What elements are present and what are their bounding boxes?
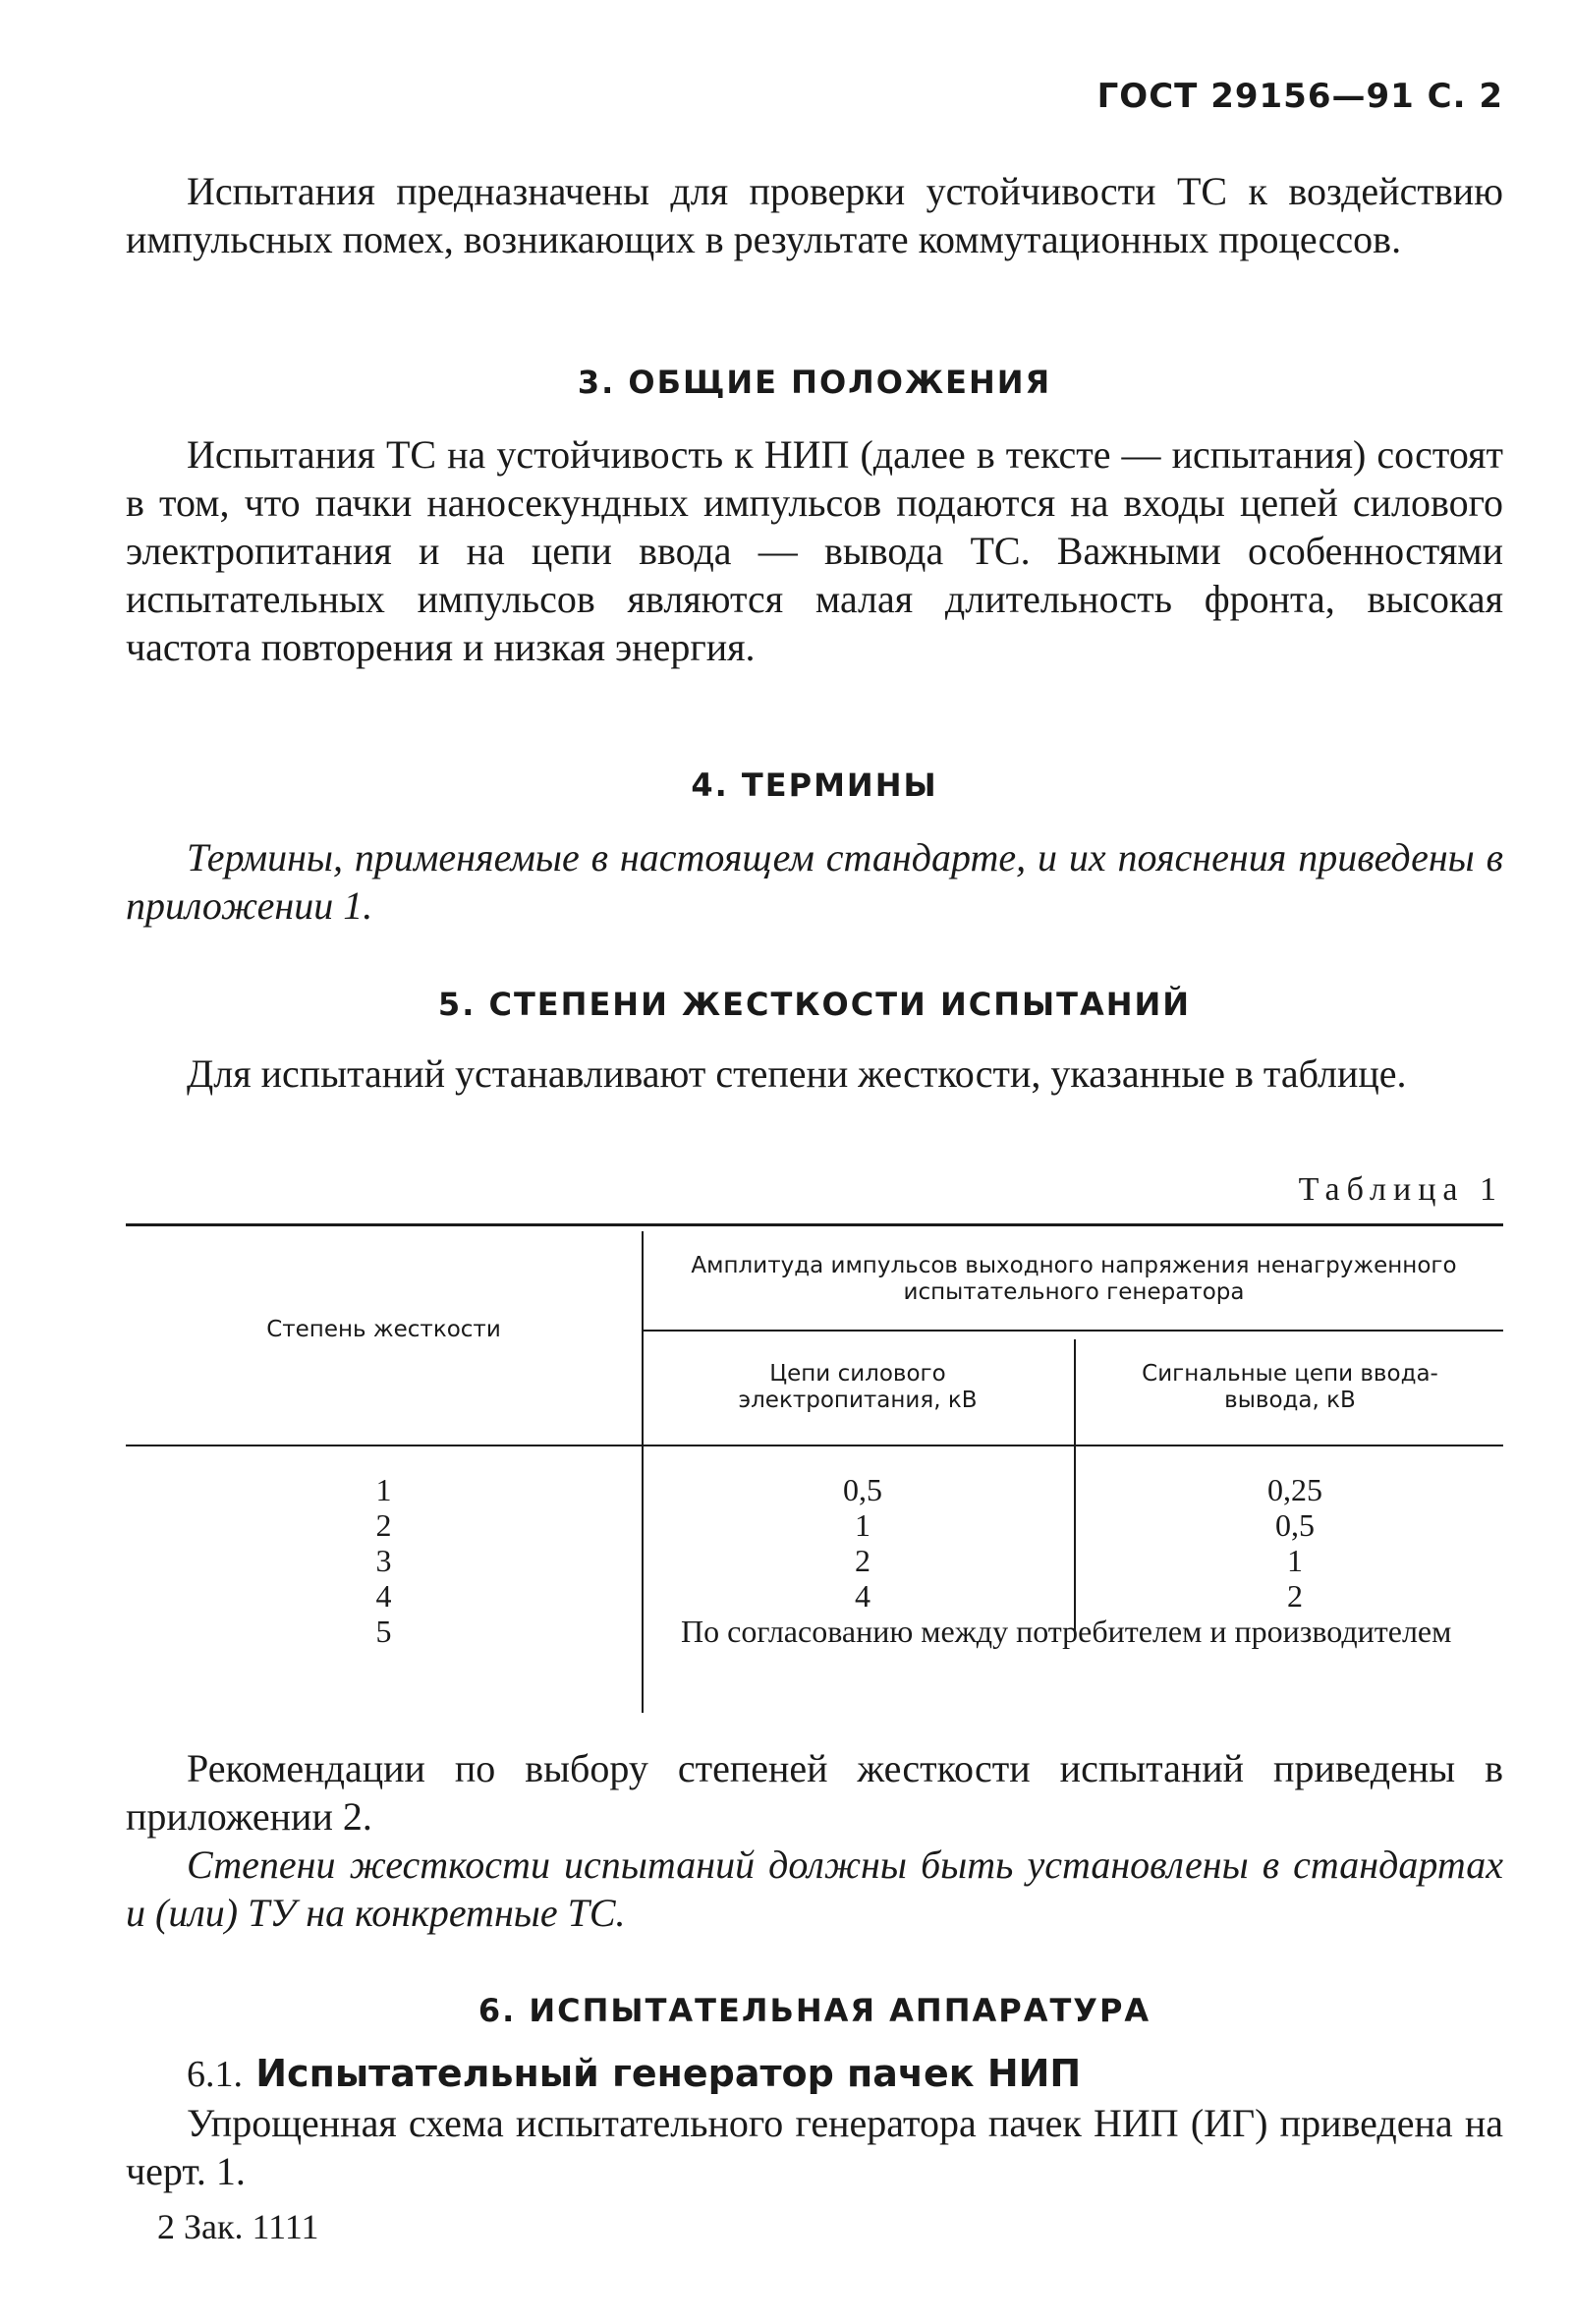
section-5-title: 5. СТЕПЕНИ ЖЕСТКОСТИ ИСПЫТАНИЙ bbox=[437, 986, 1192, 1023]
section-4-title: 4. ТЕРМИНЫ bbox=[691, 766, 938, 804]
section-6-title: 6. ИСПЫТАТЕЛЬНАЯ АППАРАТУРА bbox=[477, 1992, 1151, 2029]
table-cell-signal: 1 bbox=[1287, 1543, 1303, 1578]
table-cell-level: 1 bbox=[375, 1472, 392, 1507]
table-column-signal bbox=[1094, 1472, 1496, 1614]
intro-paragraph: Испытания предназначены для проверки устойчивости ТС к воздействию импульсных помех, возникающих в результате коммутационных процессов. bbox=[126, 169, 1503, 261]
table-cell-signal: 2 bbox=[1287, 1578, 1303, 1614]
section-5-paragraph: Для испытаний устанавливают степени жесткости, указанные в таблице. bbox=[187, 1051, 1407, 1096]
section-4-paragraph: Термины, применяемые в настоящем стандарте, и их пояснения приведены в приложении 1. bbox=[126, 835, 1503, 928]
severity-table bbox=[126, 1223, 1503, 1725]
table-cell-signal: 0,5 bbox=[1275, 1507, 1315, 1543]
section-6-paragraph: Упрощенная схема испытательного генератора пачек НИП (ИГ) приведена на черт. 1. bbox=[126, 2101, 1503, 2193]
print-order-note: 2 Зак. 1111 bbox=[157, 2207, 319, 2246]
table-header-power-circuits: Цепи силового электропитания, кВ bbox=[738, 1361, 978, 1413]
table-col-divider-2 bbox=[1074, 1339, 1076, 1634]
table-column-severity bbox=[126, 1472, 642, 1649]
table-cell-level: 2 bbox=[375, 1507, 392, 1543]
subsection-6-1-title bbox=[187, 2052, 1081, 2096]
table-caption: Таблица 1 bbox=[1298, 1171, 1503, 1208]
table-top-rule bbox=[126, 1223, 1503, 1226]
subsection-title-text: Испытательный генератор пачек НИП bbox=[255, 2052, 1082, 2095]
table-cell-power: 4 bbox=[855, 1578, 870, 1614]
table-header-signal-circuits: Сигнальные цепи ввода-вывода, кВ bbox=[1142, 1361, 1438, 1413]
table-cell-power: 0,5 bbox=[843, 1472, 882, 1507]
table-column-power bbox=[661, 1472, 1064, 1614]
table-col-divider-1 bbox=[642, 1231, 644, 1713]
section-3-paragraph: Испытания ТС на устойчивость к НИП (далее в тексте — испытания) состоят в том, что пачки наносекундных импульсов подаются на входы цепей силового электропитания и на цепи ввода — вывода ТС. Важными особенностями испытательных импульсов являются малая длительность фронта, высокая частота повторения и низкая энергия. bbox=[126, 432, 1503, 669]
severity-standards-paragraph: Степени жесткости испытаний должны быть установлены в стандартах и (или) ТУ на конкретные ТС. bbox=[126, 1842, 1503, 1935]
recommendations-paragraph: Рекомендации по выбору степеней жесткости испытаний приведены в приложении 2. bbox=[126, 1746, 1503, 1839]
table-cell-level: 4 bbox=[375, 1578, 392, 1614]
table-header-rule bbox=[126, 1445, 1503, 1446]
table-cell-signal: 0,25 bbox=[1267, 1472, 1322, 1507]
table-header-severity: Степень жесткости bbox=[266, 1317, 501, 1342]
subsection-number: 6.1. bbox=[187, 2054, 243, 2095]
table-group-rule bbox=[642, 1330, 1503, 1332]
section-3-title: 3. ОБЩИЕ ПОЛОЖЕНИЯ bbox=[577, 364, 1052, 401]
table-row5-note: По согласованию между потребителем и производителем bbox=[681, 1614, 1452, 1649]
running-header: ГОСТ 29156—91 С. 2 bbox=[1096, 77, 1503, 116]
table-cell-power: 2 bbox=[855, 1543, 870, 1578]
table-cell-level: 5 bbox=[375, 1614, 392, 1649]
table-header-amplitude: Амплитуда импульсов выходного напряжения ненагруженного испытательного генератора bbox=[691, 1253, 1457, 1305]
table-cell-level: 3 bbox=[375, 1543, 392, 1578]
table-cell-power: 1 bbox=[855, 1507, 870, 1543]
